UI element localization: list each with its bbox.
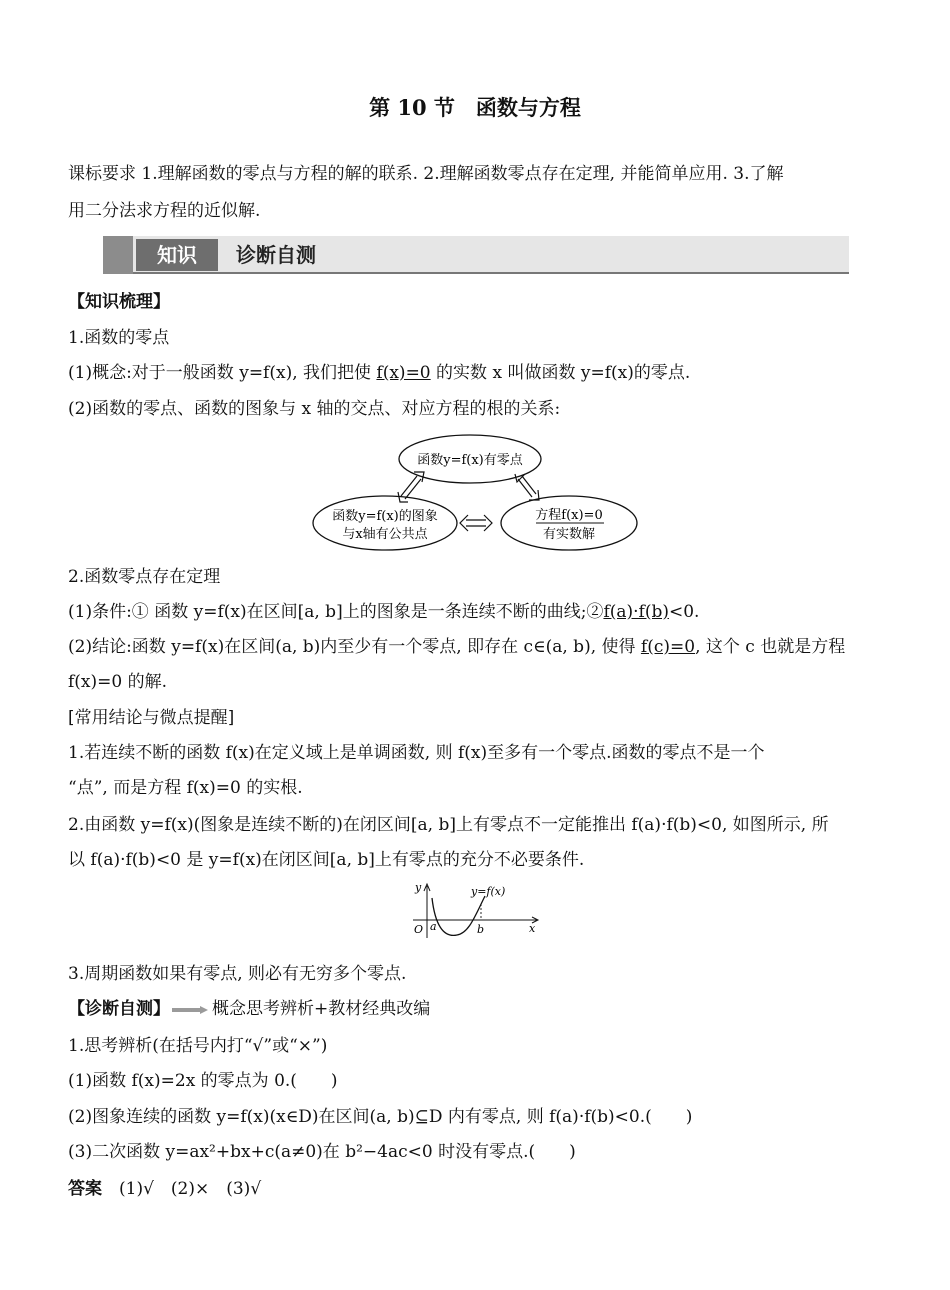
theorem-conclusion-line2: f(x)=0 的解. xyxy=(68,672,168,692)
concept-blank-answer: f(x)=0 xyxy=(376,363,431,383)
question-1-title: 1.思考辨析(在括号内打“√”或“×”) xyxy=(68,1036,328,1056)
function-graph xyxy=(405,878,545,944)
double-arrow-icon xyxy=(515,474,539,500)
zero-point-concept xyxy=(68,361,690,385)
diagnosis-subtitle: 概念思考辨析+教材经典改编 xyxy=(212,999,431,1019)
graph-curve-label: y=f(x) xyxy=(471,885,506,898)
knowledge-heading: 【知识梳理】 xyxy=(68,292,170,312)
answer-row xyxy=(68,1177,261,1201)
condition-text-end: <0. xyxy=(668,602,700,622)
graph-y-label: y xyxy=(415,881,422,894)
arrow-right-icon xyxy=(172,1006,208,1014)
banner-tag: 知识 xyxy=(136,239,218,271)
concept-text: (1)概念:对于一般函数 y=f(x), 我们把使 xyxy=(68,363,377,383)
conclusion-1-line1: 1.若连续不断的函数 f(x)在定义域上是单调函数, 则 f(x)至多有一个零点.函数的零点不是一个 xyxy=(68,743,765,763)
answer-text: (1)√ (2)× (3)√ xyxy=(119,1179,262,1199)
concept-text-end: 的实数 x 叫做函数 y=f(x)的零点. xyxy=(430,363,691,383)
requirements-line-1: 1.理解函数的零点与方程的解的联系. 2.理解函数零点存在定理, 并能简单应用. 3.了解 xyxy=(141,164,784,184)
curriculum-requirements xyxy=(68,162,784,186)
diagram-left-node-line1: 函数y=f(x)的图象 xyxy=(332,509,438,524)
conclusion-2-line2: 以 f(a)·f(b)<0 是 y=f(x)在闭区间[a, b]上有零点的充分不必要条件. xyxy=(68,850,585,870)
requirements-line-2: 用二分法求方程的近似解. xyxy=(68,201,261,221)
condition-text: (1)条件:① 函数 y=f(x)在区间[a, b]上的图象是一条连续不断的曲线;② xyxy=(68,602,604,622)
requirements-label: 课标要求 xyxy=(68,164,136,184)
diagram-right-node-line1: 方程f(x)=0 xyxy=(535,508,603,523)
conclusion-1-line2: “点”, 而是方程 f(x)=0 的实根. xyxy=(68,778,303,798)
graph-x-label: x xyxy=(529,922,536,935)
graph-origin-label: O xyxy=(414,923,424,936)
conclusion-3: 3.周期函数如果有零点, 则必有无穷多个零点. xyxy=(68,964,407,984)
conclusion-text-end: , 这个 c 也就是方程 xyxy=(695,637,846,657)
graph-b-label: b xyxy=(477,923,485,936)
conclusion-text: (2)结论:函数 y=f(x)在区间(a, b)内至少有一个零点, 即存在 c∈(a, b), 使得 xyxy=(68,637,641,657)
question-1-item-1: (1)函数 f(x)=2x 的零点为 0.( ) xyxy=(68,1071,338,1091)
theorem-condition xyxy=(68,600,699,624)
conclusion-blank-answer: f(c)=0 xyxy=(640,637,696,657)
double-arrow-icon xyxy=(460,515,492,531)
relation-intro: (2)函数的零点、函数的图象与 x 轴的交点、对应方程的根的关系: xyxy=(68,399,561,419)
question-1-item-3: (3)二次函数 y=ax²+bx+c(a≠0)在 b²−4ac<0 时没有零点.( ) xyxy=(68,1142,576,1162)
graph-a-label: a xyxy=(430,920,437,933)
diagnosis-heading-row xyxy=(68,997,430,1021)
condition-blank-answer: f(a)·f(b) xyxy=(603,602,669,622)
conclusion-2-line1: 2.由函数 y=f(x)(图象是连续不断的)在闭区间[a, b]上有零点不一定能推出 f(a)·f(b)<0, 如图所示, 所 xyxy=(68,815,829,835)
theorem-conclusion xyxy=(68,635,845,659)
conclusions-heading: [常用结论与微点提醒] xyxy=(68,708,235,728)
banner-title: 诊断自测 xyxy=(236,243,316,267)
answer-label: 答案 xyxy=(68,1179,102,1199)
section-banner xyxy=(103,236,849,274)
diagram-top-node: 函数y=f(x)有零点 xyxy=(417,453,523,468)
diagnosis-heading: 【诊断自测】 xyxy=(68,999,170,1019)
diagram-right-node-line2: 有实数解 xyxy=(542,527,596,542)
relation-diagram xyxy=(300,430,650,555)
question-1-item-2: (2)图象连续的函数 y=f(x)(x∈D)在区间(a, b)⊆D 内有零点, 则 f(a)·f(b)<0.( ) xyxy=(68,1107,693,1127)
theorem-title: 2.函数零点存在定理 xyxy=(68,567,221,587)
zero-point-title: 1.函数的零点 xyxy=(68,328,170,348)
page-title: 第 10 节 函数与方程 xyxy=(369,95,581,120)
diagram-left-node-line2: 与x轴有公共点 xyxy=(342,527,428,542)
